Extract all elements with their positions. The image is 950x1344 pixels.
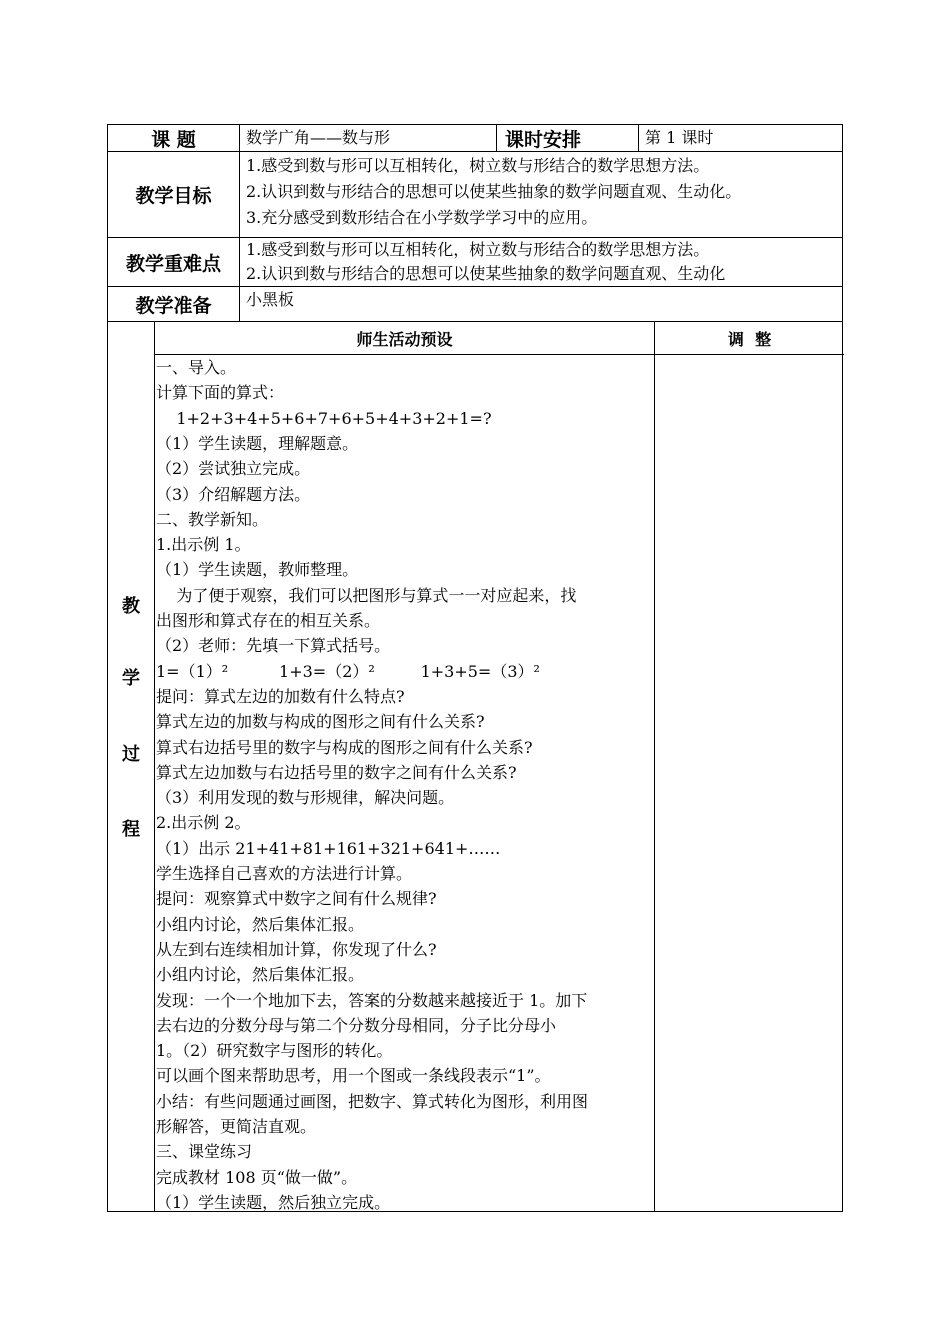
- goal-item: 1.感受到数与形可以互相转化，树立数与形结合的数学思想方法。: [246, 156, 710, 175]
- activity-line: （2）尝试独立完成。: [156, 459, 311, 479]
- activity-line: 去右边的分数分母与第二个分数分母相同，分子比分母小: [156, 1015, 557, 1035]
- process-side-label-char: 教: [122, 596, 140, 617]
- prep-value: 小黑板: [239, 287, 844, 321]
- goals-content: [239, 152, 844, 237]
- process-divider: [154, 322, 155, 1211]
- activity-line: （3）利用发现的数与形规律，解决问题。: [156, 788, 455, 808]
- activity-line: 从左到右连续相加计算，你发现了什么?: [156, 939, 437, 959]
- activity-line: 小结：有些问题通过画图，把数字、算式转化为图形，利用图: [156, 1091, 589, 1111]
- activity-line: 提问：观察算式中数字之间有什么规律?: [156, 889, 437, 909]
- process-section: [108, 322, 842, 1211]
- activity-line: 1=（1）² 1+3=（2）² 1+3+5=（3）²: [156, 661, 540, 681]
- activity-line: （1）出示 21+41+81+161+321+641+……: [156, 838, 501, 858]
- schedule-label: 课时安排: [496, 125, 638, 151]
- activity-line: 学生选择自己喜欢的方法进行计算。: [156, 864, 413, 883]
- activity-line: 小组内讨论，然后集体汇报。: [156, 965, 365, 985]
- key-point-item: 1.感受到数与形可以互相转化，树立数与形结合的数学思想方法。: [246, 240, 710, 259]
- activity-line: 完成教材 108 页“做一做”。: [156, 1167, 358, 1187]
- activity-line: 提问：算式左边的加数有什么特点?: [156, 686, 405, 706]
- adjust-divider: [654, 322, 655, 1211]
- activity-line: 形解答，更简洁直观。: [156, 1117, 317, 1136]
- activity-column-header: 师生活动预设: [356, 329, 453, 349]
- activity-line: 一、导入。: [156, 358, 237, 377]
- activity-line: 1。（2）研究数字与图形的转化。: [156, 1041, 393, 1061]
- activity-line: 三、课堂练习: [156, 1142, 253, 1162]
- prep-label: 教学准备: [135, 294, 212, 317]
- activity-line: 1.出示例 1。: [156, 535, 251, 555]
- key-points-row: [108, 238, 842, 287]
- adjust-column-header: 调 整: [727, 329, 772, 349]
- topic-value: 数学广角——数与形: [239, 125, 496, 151]
- activity-line: 可以画个图来帮助思考，用一个图或一条线段表示“1”。: [156, 1066, 551, 1086]
- activity-line: 算式左边的加数与构成的图形之间有什么关系?: [156, 712, 485, 732]
- activity-line: （1）学生读题，理解题意。: [156, 433, 359, 453]
- topic-label: 课 题: [151, 128, 196, 151]
- key-point-item: 2.认识到数与形结合的思想可以使某些抽象的数学问题直观、生动化: [246, 264, 726, 283]
- key-points-content: [239, 238, 844, 286]
- activity-line: 二、教学新知。: [156, 509, 269, 529]
- activity-line: （3）介绍解题方法。: [156, 484, 311, 504]
- goals-label: 教学目标: [135, 185, 212, 207]
- activity-line: 计算下面的算式：: [156, 383, 285, 403]
- activity-line: 2.出示例 2。: [156, 813, 251, 833]
- prep-row: [108, 287, 842, 322]
- activity-line: （2）老师：先填一下算式括号。: [156, 636, 391, 656]
- goals-row: [108, 152, 842, 238]
- goal-item: 2.认识到数与形结合的思想可以使某些抽象的数学问题直观、生动化。: [246, 182, 742, 201]
- lesson-plan-table: [107, 124, 843, 1212]
- process-header-rule: [154, 354, 844, 355]
- activity-line: 算式左边加数与右边括号里的数字之间有什么关系?: [156, 762, 517, 782]
- activity-line: 小组内讨论，然后集体汇报。: [156, 914, 365, 934]
- process-side-label-char: 学: [122, 668, 140, 689]
- goal-item: 3.充分感受到数形结合在小学数学学习中的应用。: [246, 208, 598, 227]
- activity-line: 出图形和算式存在的相互关系。: [156, 611, 381, 630]
- activity-line: （1）学生读题，然后独立完成。: [156, 1192, 391, 1212]
- process-side-label-char: 程: [122, 819, 140, 840]
- schedule-value: 第 1 课时: [638, 125, 844, 151]
- activity-line: 算式右边括号里的数字与构成的图形之间有什么关系?: [156, 737, 533, 757]
- activity-line: 发现：一个一个地加下去，答案的分数越来越接近于 1。加下: [156, 990, 588, 1010]
- activity-line: 1+2+3+4+5+6+7+6+5+4+3+2+1=?: [156, 408, 492, 428]
- key-points-label: 教学重难点: [125, 252, 221, 275]
- header-row: [108, 125, 842, 152]
- activity-line: 为了便于观察，我们可以把图形与算式一一对应起来，找: [156, 585, 577, 605]
- process-side-label-char: 过: [122, 744, 140, 765]
- activity-line: （1）学生读题，教师整理。: [156, 560, 359, 580]
